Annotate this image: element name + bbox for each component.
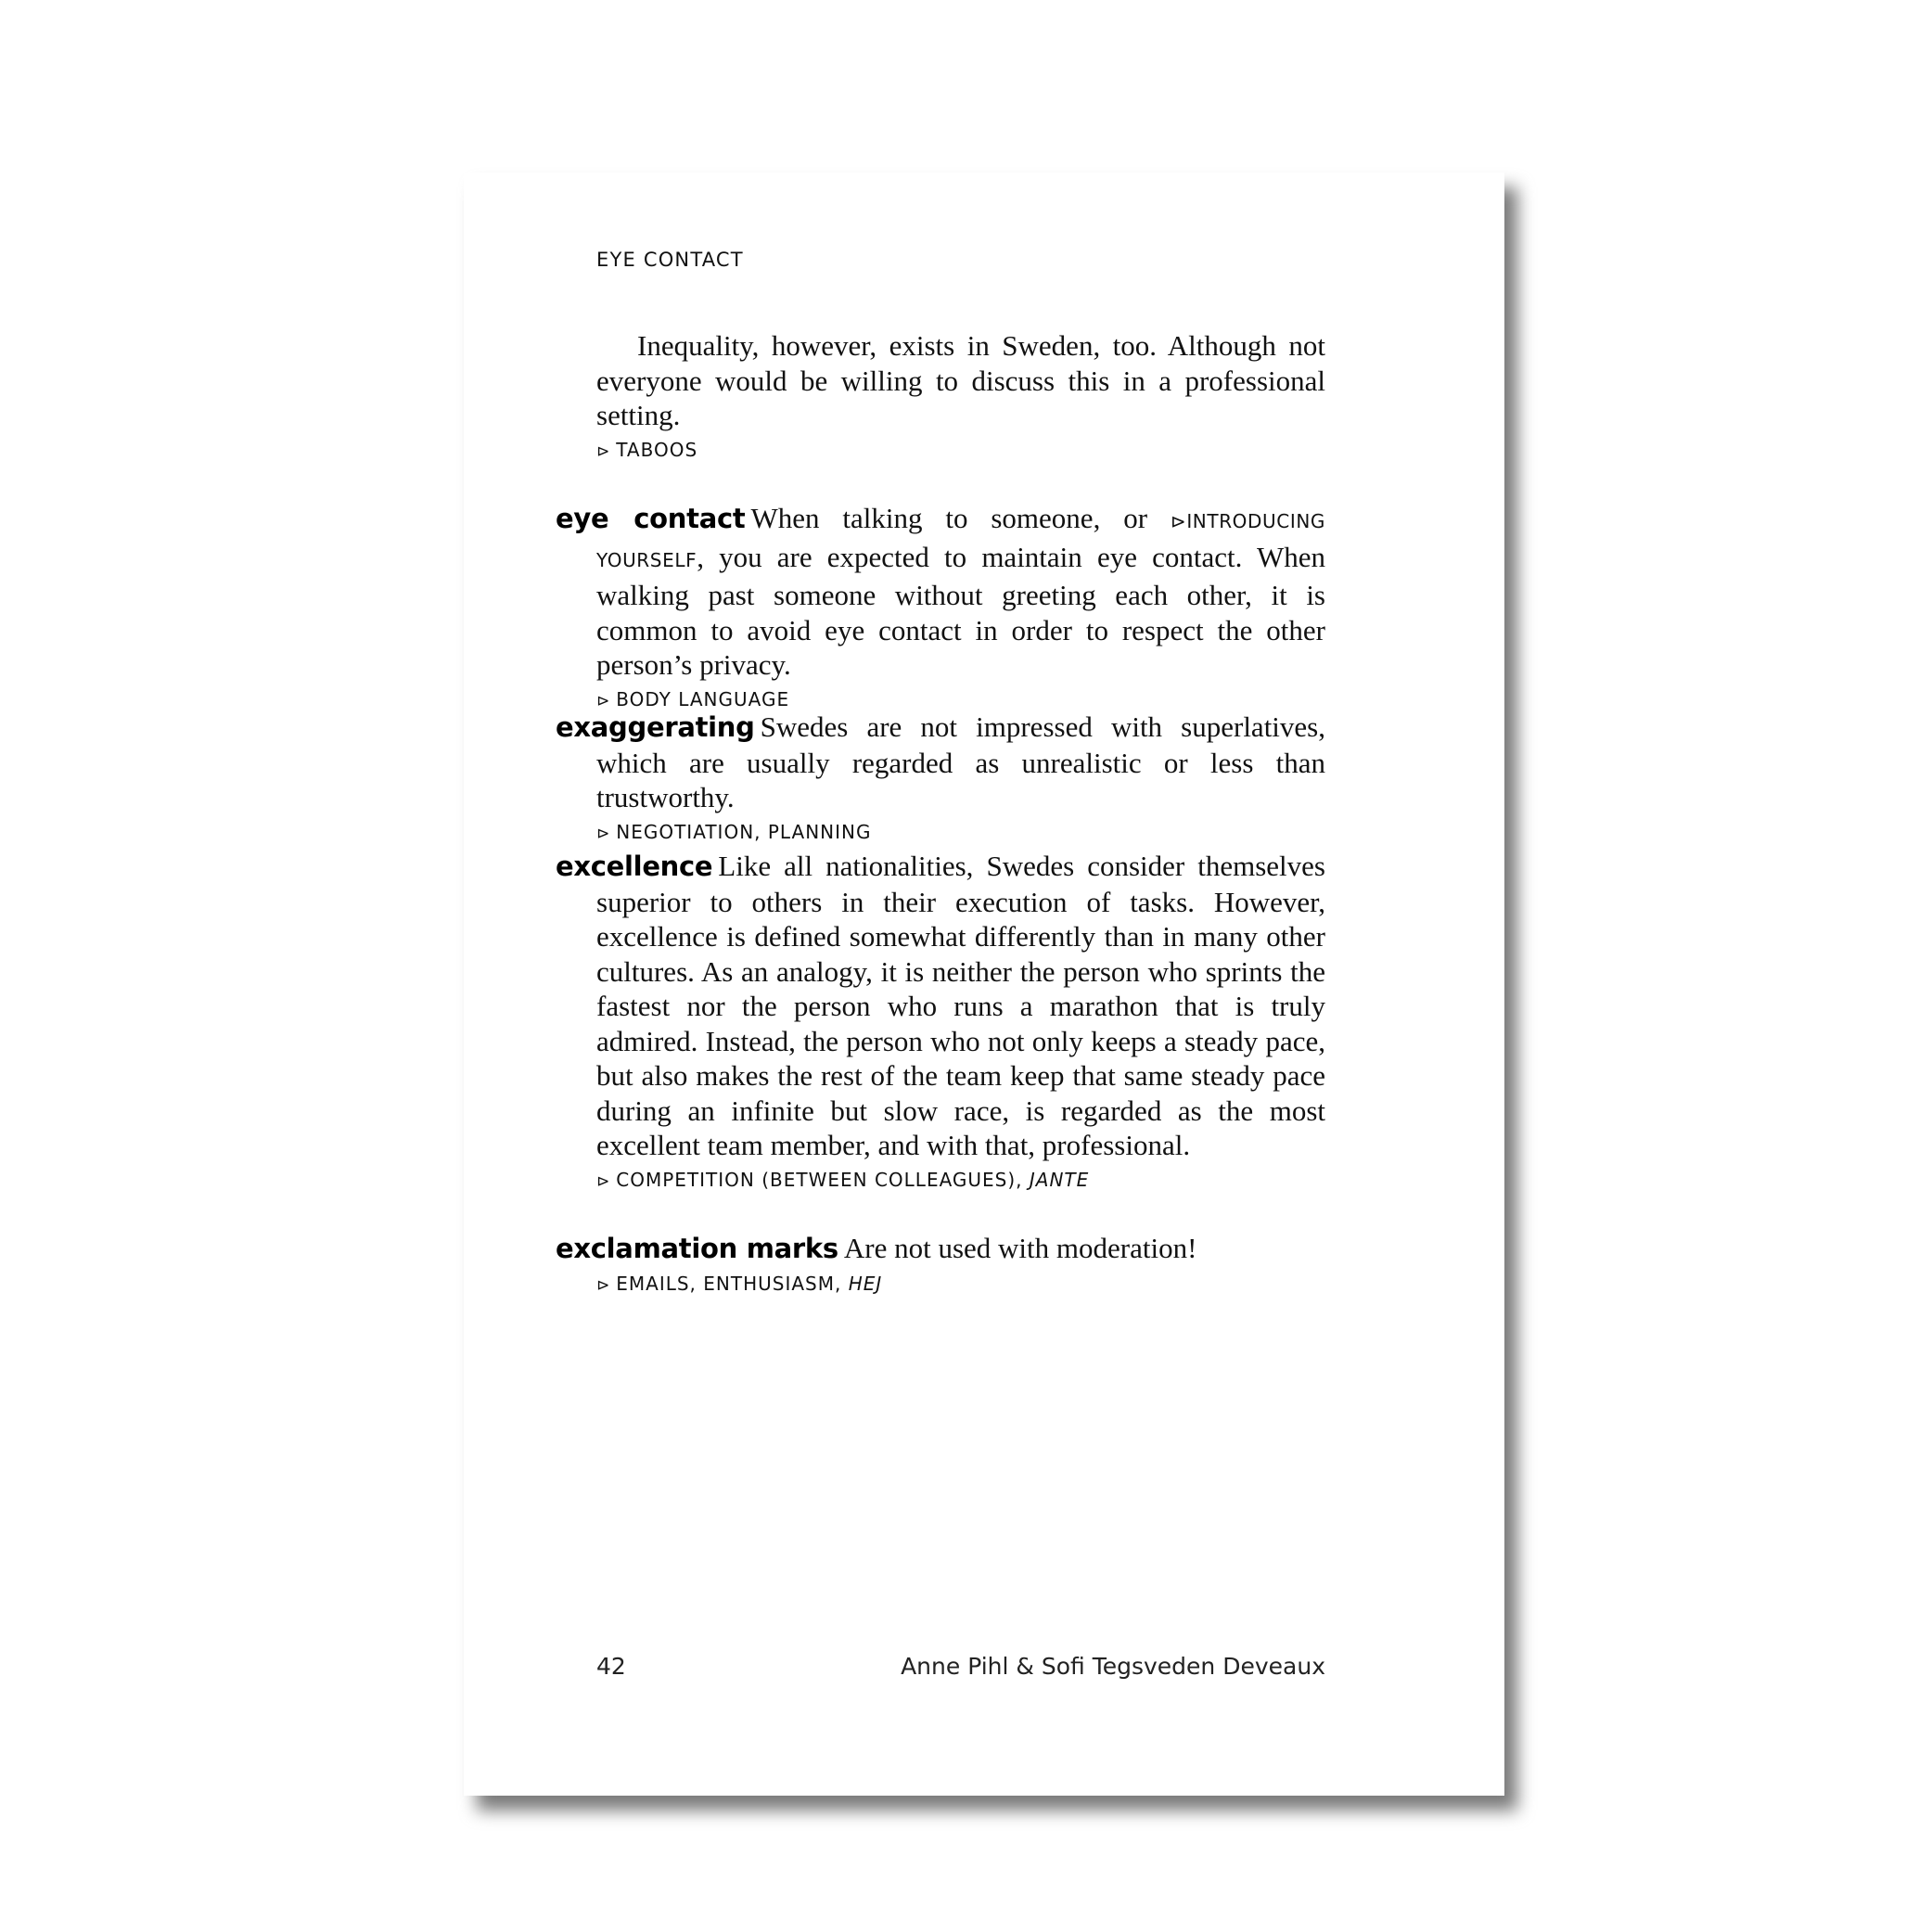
footer-authors: Anne Pihl & Sofi Tegsveden Deveaux <box>901 1653 1325 1680</box>
entry-eye-contact <box>556 501 1325 714</box>
xref-label: COMPETITION (BETWEEN COLLEAGUES), <box>616 1168 1030 1191</box>
xref-label-italic: HEJ <box>848 1272 883 1295</box>
triangle-icon: ⊳ <box>596 824 611 843</box>
xref-label: TABOOS <box>616 438 698 461</box>
intro-cross-reference <box>596 437 1325 465</box>
intro-paragraph <box>596 328 1325 465</box>
entry-exclamation-marks <box>556 1231 1325 1299</box>
entry-headword: exaggerating <box>556 711 755 743</box>
inline-xref-label: INTRODUCING YOURSELF <box>596 510 1325 571</box>
xref-label-italic: JANTE <box>1029 1168 1090 1191</box>
xref-label: NEGOTIATION, PLANNING <box>616 820 872 843</box>
triangle-icon: ⊳ <box>596 1275 611 1295</box>
triangle-icon: ⊳ <box>596 691 611 710</box>
entry-text-continued: , you are expected to maintain eye contact. When walking past someone without greeting each other, it is common to avoid eye contact in order to respect the other person’s privacy. <box>596 540 1325 681</box>
triangle-icon: ⊳ <box>1170 510 1187 532</box>
entry-definition <box>556 1231 1325 1267</box>
book-page <box>464 173 1504 1796</box>
entry-headword: exclamation marks <box>556 1233 838 1264</box>
entry-text: Swedes are not impressed with superlatives, which are usually regarded as unrealistic or less than trustworthy. <box>596 710 1325 813</box>
page-number: 42 <box>596 1653 626 1680</box>
xref-label: EMAILS, ENTHUSIASM, <box>616 1272 849 1295</box>
entry-text: Like all nationalities, Swedes consider themselves superior to others in their execution of tasks. However, excellence is defined somewhat differently than in many other cultures. As an analogy, it is neither the person who sprints the fastest nor the person who runs a marathon that is truly admired. Instead, the person who not only keeps a steady pace, but also makes the rest of the team keep that same steady pace during an infinite but slow race, is regarded as the most excellent team member, and with that, professional. <box>596 850 1325 1161</box>
entry-definition <box>556 849 1325 1163</box>
entry-text: Are not used with moderation! <box>843 1232 1197 1264</box>
triangle-icon: ⊳ <box>596 1171 611 1191</box>
entry-definition <box>556 710 1325 815</box>
xref-label: BODY LANGUAGE <box>616 687 790 710</box>
entry-definition <box>556 501 1325 683</box>
entry-headword: eye contact <box>556 503 746 534</box>
running-head: EYE CONTACT <box>596 249 744 271</box>
entry-cross-reference <box>596 1167 1325 1195</box>
entry-cross-reference <box>596 1271 1325 1299</box>
entry-exaggerating <box>556 710 1325 847</box>
entry-headword: excellence <box>556 851 713 882</box>
entry-excellence <box>556 849 1325 1195</box>
triangle-icon: ⊳ <box>596 441 611 461</box>
entry-text: When talking to someone, or <box>750 502 1171 534</box>
entry-cross-reference <box>596 819 1325 847</box>
intro-text: Inequality, however, exists in Sweden, too. Although not everyone would be willing to discuss this in a professional setting. <box>596 329 1325 431</box>
